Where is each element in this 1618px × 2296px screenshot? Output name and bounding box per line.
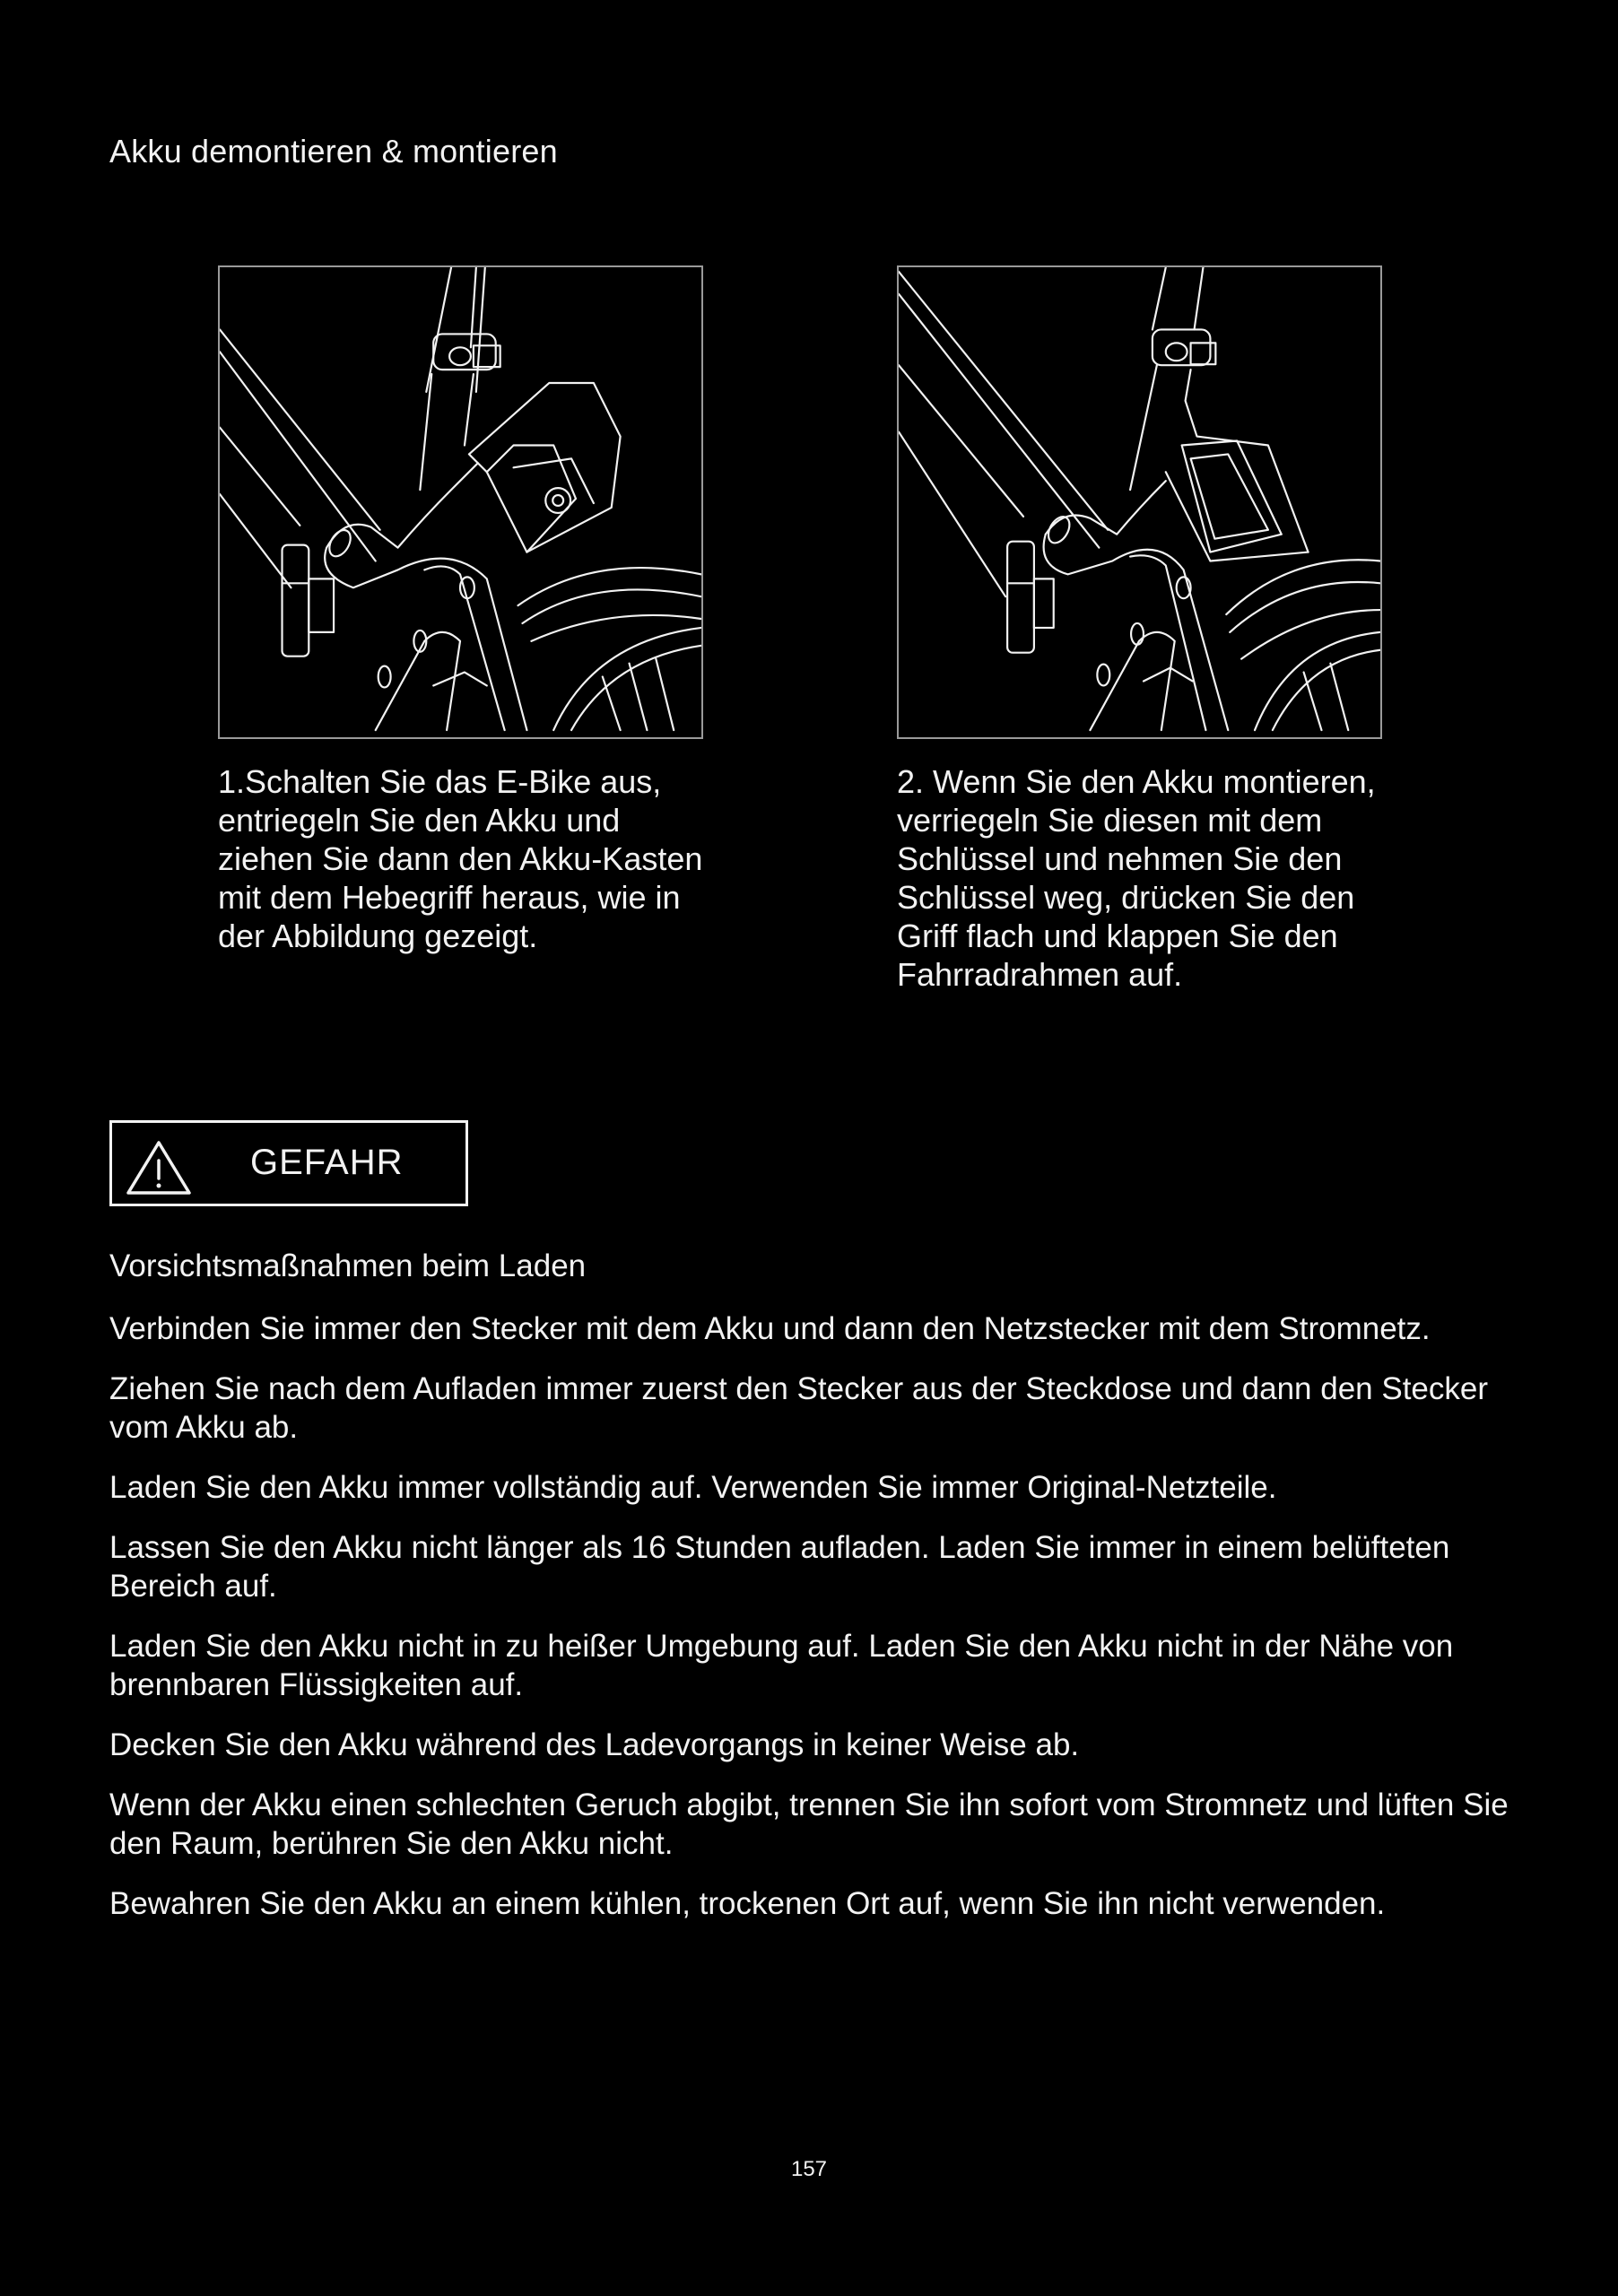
paragraph: Ziehen Sie nach dem Aufladen immer zuerst den Stecker aus der Steckdose und dann den Stecker vom Akku ab. xyxy=(109,1371,1489,1445)
bike-frame-illustration-icon xyxy=(899,267,1380,737)
figure-caption-step-2: 2. Wenn Sie den Akku montieren, verriegeln Sie diesen mit dem Schlüssel und nehmen Sie den Schlüssel weg, drücken Sie den Griff flach und klappen Sie den Fahrradrahmen auf. xyxy=(897,763,1376,993)
paragraph: Bewahren Sie den Akku an einem kühlen, trockenen Ort auf, wenn Sie ihn nicht verwenden. xyxy=(109,1886,1386,1921)
danger-warning-box xyxy=(109,1120,468,1206)
charging-precautions-list xyxy=(109,1309,1509,1944)
paragraph: Laden Sie den Akku nicht in zu heißer Umgebung auf. Laden Sie den Akku nicht in der Nähe von brennbaren Flüssigkeiten auf. xyxy=(109,1629,1454,1702)
paragraph: Decken Sie den Akku während des Ladevorgangs in keiner Weise ab. xyxy=(109,1727,1080,1762)
page-title: Akku demontieren & montieren xyxy=(109,133,558,170)
bike-frame-illustration-icon xyxy=(220,267,701,737)
paragraph: Wenn der Akku einen schlechten Geruch abgibt, trennen Sie ihn sofort vom Stromnetz und lüften Sie den Raum, berühren Sie den Akku nicht. xyxy=(109,1787,1509,1861)
paragraph: Lassen Sie den Akku nicht länger als 16 Stunden aufladen. Laden Sie immer in einem belüfteten Bereich auf. xyxy=(109,1530,1450,1604)
paragraph: Laden Sie den Akku immer vollständig auf. Verwenden Sie immer Original-Netzteile. xyxy=(109,1470,1277,1505)
page-number: 157 xyxy=(790,2157,828,2181)
danger-label: GEFAHR xyxy=(250,1143,404,1182)
figure-battery-installation xyxy=(897,265,1382,739)
section-subtitle: Vorsichtsmaßnahmen beim Laden xyxy=(109,1248,587,1283)
warning-triangle-icon xyxy=(125,1139,193,1196)
figure-caption-step-1: 1.Schalten Sie das E-Bike aus, entriegeln Sie den Akku und ziehen Sie dann den Akku-Kasten mit dem Hebegriff heraus, wie in der Abbildung gezeigt. xyxy=(218,763,703,954)
figure-battery-removal xyxy=(218,265,703,739)
paragraph: Verbinden Sie immer den Stecker mit dem Akku und dann den Netzstecker mit dem Stromnetz. xyxy=(109,1311,1431,1346)
